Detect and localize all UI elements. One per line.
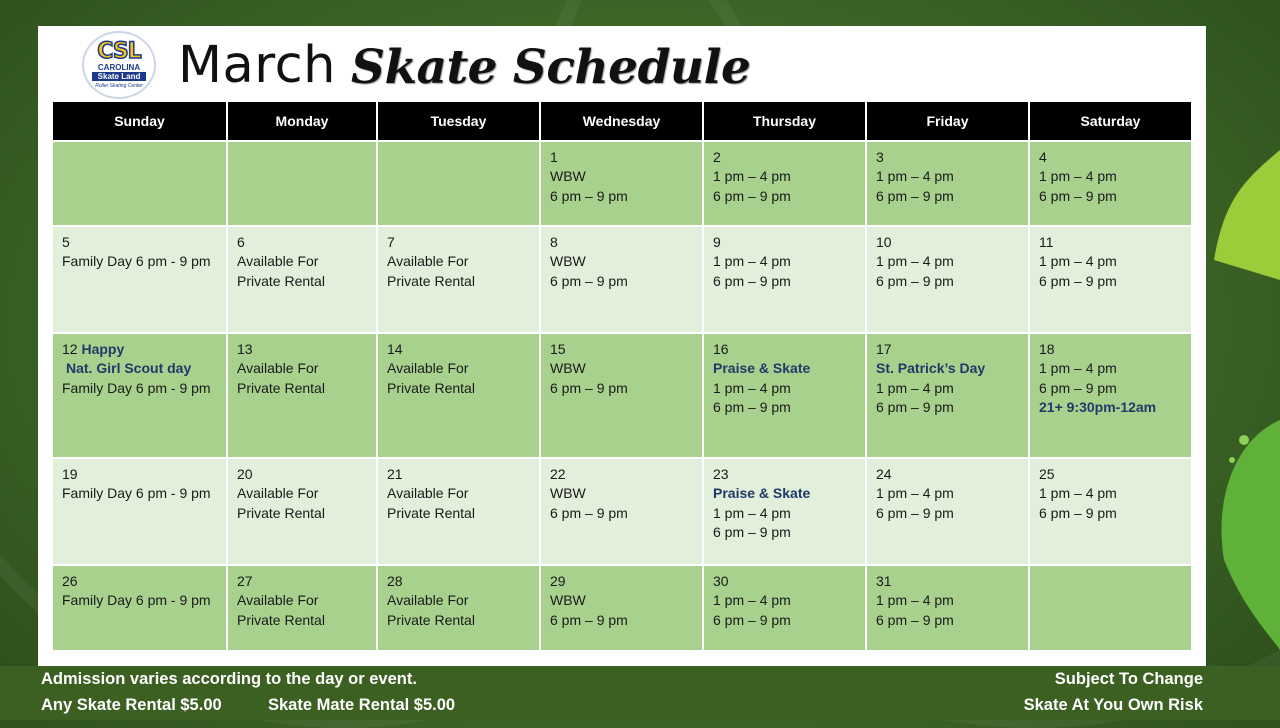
event-label: Happy bbox=[81, 341, 125, 357]
day-number: 26 bbox=[62, 573, 78, 589]
day-number: 10 bbox=[876, 234, 892, 250]
calendar-day-cell bbox=[867, 334, 1028, 457]
schedule-line: 6 pm – 9 pm bbox=[550, 272, 628, 289]
logo-initials: CSL bbox=[97, 39, 141, 64]
event-label: Praise & Skate bbox=[713, 485, 811, 502]
title-month: March bbox=[178, 36, 336, 95]
schedule-line: 1 pm – 4 pm bbox=[876, 592, 954, 609]
schedule-line: Family Day 6 pm - 9 pm bbox=[62, 485, 211, 502]
day-number: 6 bbox=[237, 234, 245, 250]
calendar-day-cell bbox=[228, 142, 376, 225]
day-number: 20 bbox=[237, 466, 253, 482]
schedule-line: WBW bbox=[550, 253, 586, 270]
calendar-day-cell bbox=[378, 227, 539, 332]
day-number: 4 bbox=[1039, 149, 1047, 165]
event-label: Praise & Skate bbox=[713, 360, 811, 377]
schedule-line: 6 pm – 9 pm bbox=[876, 611, 954, 628]
calendar-day-cell bbox=[541, 334, 702, 457]
calendar-day-cell bbox=[228, 459, 376, 564]
schedule-line: Available For bbox=[237, 253, 319, 270]
schedule-line: 6 pm – 9 pm bbox=[1039, 379, 1117, 396]
calendar-day-cell bbox=[1030, 566, 1191, 650]
schedule-line: 6 pm – 9 pm bbox=[876, 187, 954, 204]
day-header-wednesday: Wednesday bbox=[541, 102, 702, 140]
schedule-line: 6 pm – 9 pm bbox=[1039, 504, 1117, 521]
schedule-line: 1 pm – 4 pm bbox=[713, 504, 791, 521]
calendar-day-cell bbox=[228, 227, 376, 332]
day-number: 22 bbox=[550, 466, 566, 482]
schedule-line: Private Rental bbox=[237, 504, 325, 521]
schedule-line: WBW bbox=[550, 485, 586, 502]
logo-line-skate-land: Skate Land bbox=[92, 72, 146, 81]
schedule-line: 6 pm – 9 pm bbox=[550, 504, 628, 521]
schedule-line: Private Rental bbox=[387, 504, 475, 521]
calendar-day-cell bbox=[867, 227, 1028, 332]
schedule-line: 6 pm – 9 pm bbox=[713, 524, 791, 541]
footer-own-risk: Skate At You Own Risk bbox=[1023, 696, 1203, 714]
day-number: 7 bbox=[387, 234, 395, 250]
day-number: 30 bbox=[713, 573, 729, 589]
day-number: 5 bbox=[62, 234, 70, 250]
day-number: 29 bbox=[550, 573, 566, 589]
day-header-thursday: Thursday bbox=[704, 102, 865, 140]
schedule-line: WBW bbox=[550, 592, 586, 609]
schedule-line: 1 pm – 4 pm bbox=[713, 253, 791, 270]
schedule-line: 1 pm – 4 pm bbox=[713, 168, 791, 185]
calendar-day-cell bbox=[541, 142, 702, 225]
schedule-line: Available For bbox=[387, 485, 469, 502]
carolina-skate-land-logo bbox=[82, 31, 156, 99]
schedule-line: 6 pm – 9 pm bbox=[550, 187, 628, 204]
schedule-line: Available For bbox=[387, 253, 469, 270]
day-number: 27 bbox=[237, 573, 253, 589]
schedule-line: 6 pm – 9 pm bbox=[550, 379, 628, 396]
day-number: 21 bbox=[387, 466, 403, 482]
calendar-day-cell bbox=[541, 566, 702, 650]
calendar-day-cell bbox=[228, 566, 376, 650]
schedule-line: Family Day 6 pm - 9 pm bbox=[62, 379, 211, 396]
day-number: 14 bbox=[387, 341, 403, 357]
schedule-line: WBW bbox=[550, 360, 586, 377]
schedule-line: Private Rental bbox=[387, 379, 475, 396]
schedule-line: WBW bbox=[550, 168, 586, 185]
day-number: 16 bbox=[713, 341, 729, 357]
day-header-saturday: Saturday bbox=[1030, 102, 1191, 140]
calendar-day-cell bbox=[53, 142, 226, 225]
footer-skate-rental: Any Skate Rental $5.00 bbox=[41, 696, 222, 714]
calendar-day-cell bbox=[378, 566, 539, 650]
calendar-day-cell bbox=[704, 227, 865, 332]
schedule-line: Private Rental bbox=[237, 379, 325, 396]
calendar-day-cell bbox=[53, 459, 226, 564]
day-number: 9 bbox=[713, 234, 721, 250]
calendar-day-cell bbox=[53, 227, 226, 332]
day-number: 15 bbox=[550, 341, 566, 357]
day-number: 18 bbox=[1039, 341, 1055, 357]
footer-admission-note: Admission varies according to the day or event. bbox=[41, 670, 417, 688]
calendar-day-cell bbox=[378, 334, 539, 457]
schedule-line: Available For bbox=[237, 592, 319, 609]
day-number: 24 bbox=[876, 466, 892, 482]
day-number: 3 bbox=[876, 149, 884, 165]
calendar-day-cell bbox=[53, 334, 226, 457]
calendar-day-cell bbox=[378, 142, 539, 225]
logo-line-tagline: Roller Skating Center bbox=[95, 83, 143, 89]
schedule-line: 6 pm – 9 pm bbox=[550, 611, 628, 628]
day-header-sunday: Sunday bbox=[53, 102, 226, 140]
day-number: 25 bbox=[1039, 466, 1055, 482]
schedule-line: 1 pm – 4 pm bbox=[876, 168, 954, 185]
schedule-line: 1 pm – 4 pm bbox=[1039, 360, 1117, 377]
schedule-line: Private Rental bbox=[387, 272, 475, 289]
shamrock-decoration bbox=[1204, 140, 1280, 660]
calendar-grid bbox=[53, 102, 1191, 650]
schedule-line: Private Rental bbox=[237, 611, 325, 628]
calendar-day-cell bbox=[704, 459, 865, 564]
schedule-line: Private Rental bbox=[387, 611, 475, 628]
day-number: 13 bbox=[237, 341, 253, 357]
schedule-line: 1 pm – 4 pm bbox=[1039, 253, 1117, 270]
schedule-line: 1 pm – 4 pm bbox=[1039, 168, 1117, 185]
day-number: 19 bbox=[62, 466, 78, 482]
schedule-line: Private Rental bbox=[237, 272, 325, 289]
calendar-day-cell bbox=[704, 334, 865, 457]
event-label: St. Patrick’s Day bbox=[876, 360, 986, 377]
calendar-day-cell bbox=[704, 142, 865, 225]
calendar-day-cell bbox=[704, 566, 865, 650]
day-header-friday: Friday bbox=[867, 102, 1028, 140]
day-header-monday: Monday bbox=[228, 102, 376, 140]
event-label: 21+ 9:30pm-12am bbox=[1039, 399, 1157, 416]
schedule-line: 1 pm – 4 pm bbox=[876, 485, 954, 502]
calendar-day-cell bbox=[867, 459, 1028, 564]
schedule-line: 6 pm – 9 pm bbox=[713, 399, 791, 416]
calendar-day-cell bbox=[1030, 142, 1191, 225]
schedule-line: 6 pm – 9 pm bbox=[876, 504, 954, 521]
schedule-line: Available For bbox=[237, 485, 319, 502]
day-number: 23 bbox=[713, 466, 729, 482]
schedule-line: 1 pm – 4 pm bbox=[876, 379, 954, 396]
day-header-tuesday: Tuesday bbox=[378, 102, 539, 140]
day-number: 17 bbox=[876, 341, 892, 357]
calendar-day-cell bbox=[1030, 227, 1191, 332]
schedule-line: Family Day 6 pm - 9 pm bbox=[62, 592, 211, 609]
schedule-line: 1 pm – 4 pm bbox=[876, 253, 954, 270]
calendar-day-cell bbox=[1030, 334, 1191, 457]
calendar-day-cell bbox=[53, 566, 226, 650]
schedule-line: 6 pm – 9 pm bbox=[876, 272, 954, 289]
footer-skate-mate-rental: Skate Mate Rental $5.00 bbox=[268, 696, 456, 714]
day-number: 12 bbox=[62, 341, 78, 357]
calendar-day-cell bbox=[867, 566, 1028, 650]
title-skate-schedule: Skate Schedule bbox=[351, 40, 751, 95]
calendar-day-cell bbox=[867, 142, 1028, 225]
schedule-line: 1 pm – 4 pm bbox=[713, 379, 791, 396]
day-number: 11 bbox=[1039, 234, 1054, 250]
schedule-line: Family Day 6 pm - 9 pm bbox=[62, 253, 211, 270]
footer-bar bbox=[0, 666, 1280, 720]
schedule-line: 1 pm – 4 pm bbox=[713, 592, 791, 609]
calendar-day-cell bbox=[541, 227, 702, 332]
calendar-day-cell bbox=[378, 459, 539, 564]
event-label: Nat. Girl Scout day bbox=[66, 360, 192, 377]
schedule-line: Available For bbox=[387, 360, 469, 377]
calendar-day-cell bbox=[541, 459, 702, 564]
schedule-line: 6 pm – 9 pm bbox=[713, 187, 791, 204]
schedule-line: 1 pm – 4 pm bbox=[1039, 485, 1117, 502]
schedule-line: 6 pm – 9 pm bbox=[713, 272, 791, 289]
schedule-line: Available For bbox=[387, 592, 469, 609]
calendar-day-cell bbox=[228, 334, 376, 457]
schedule-line: 6 pm – 9 pm bbox=[1039, 272, 1117, 289]
day-number: 2 bbox=[713, 149, 721, 165]
schedule-line: 6 pm – 9 pm bbox=[876, 399, 954, 416]
day-number: 31 bbox=[876, 573, 892, 589]
day-number: 28 bbox=[387, 573, 403, 589]
schedule-line: 6 pm – 9 pm bbox=[1039, 187, 1117, 204]
logo-line-carolina: CAROLINA bbox=[97, 63, 141, 72]
footer-subject-to-change: Subject To Change bbox=[1054, 670, 1203, 688]
day-number: 8 bbox=[550, 234, 558, 250]
day-number: 1 bbox=[550, 149, 558, 165]
schedule-line: 6 pm – 9 pm bbox=[713, 611, 791, 628]
schedule-line: Available For bbox=[237, 360, 319, 377]
calendar-day-cell bbox=[1030, 459, 1191, 564]
